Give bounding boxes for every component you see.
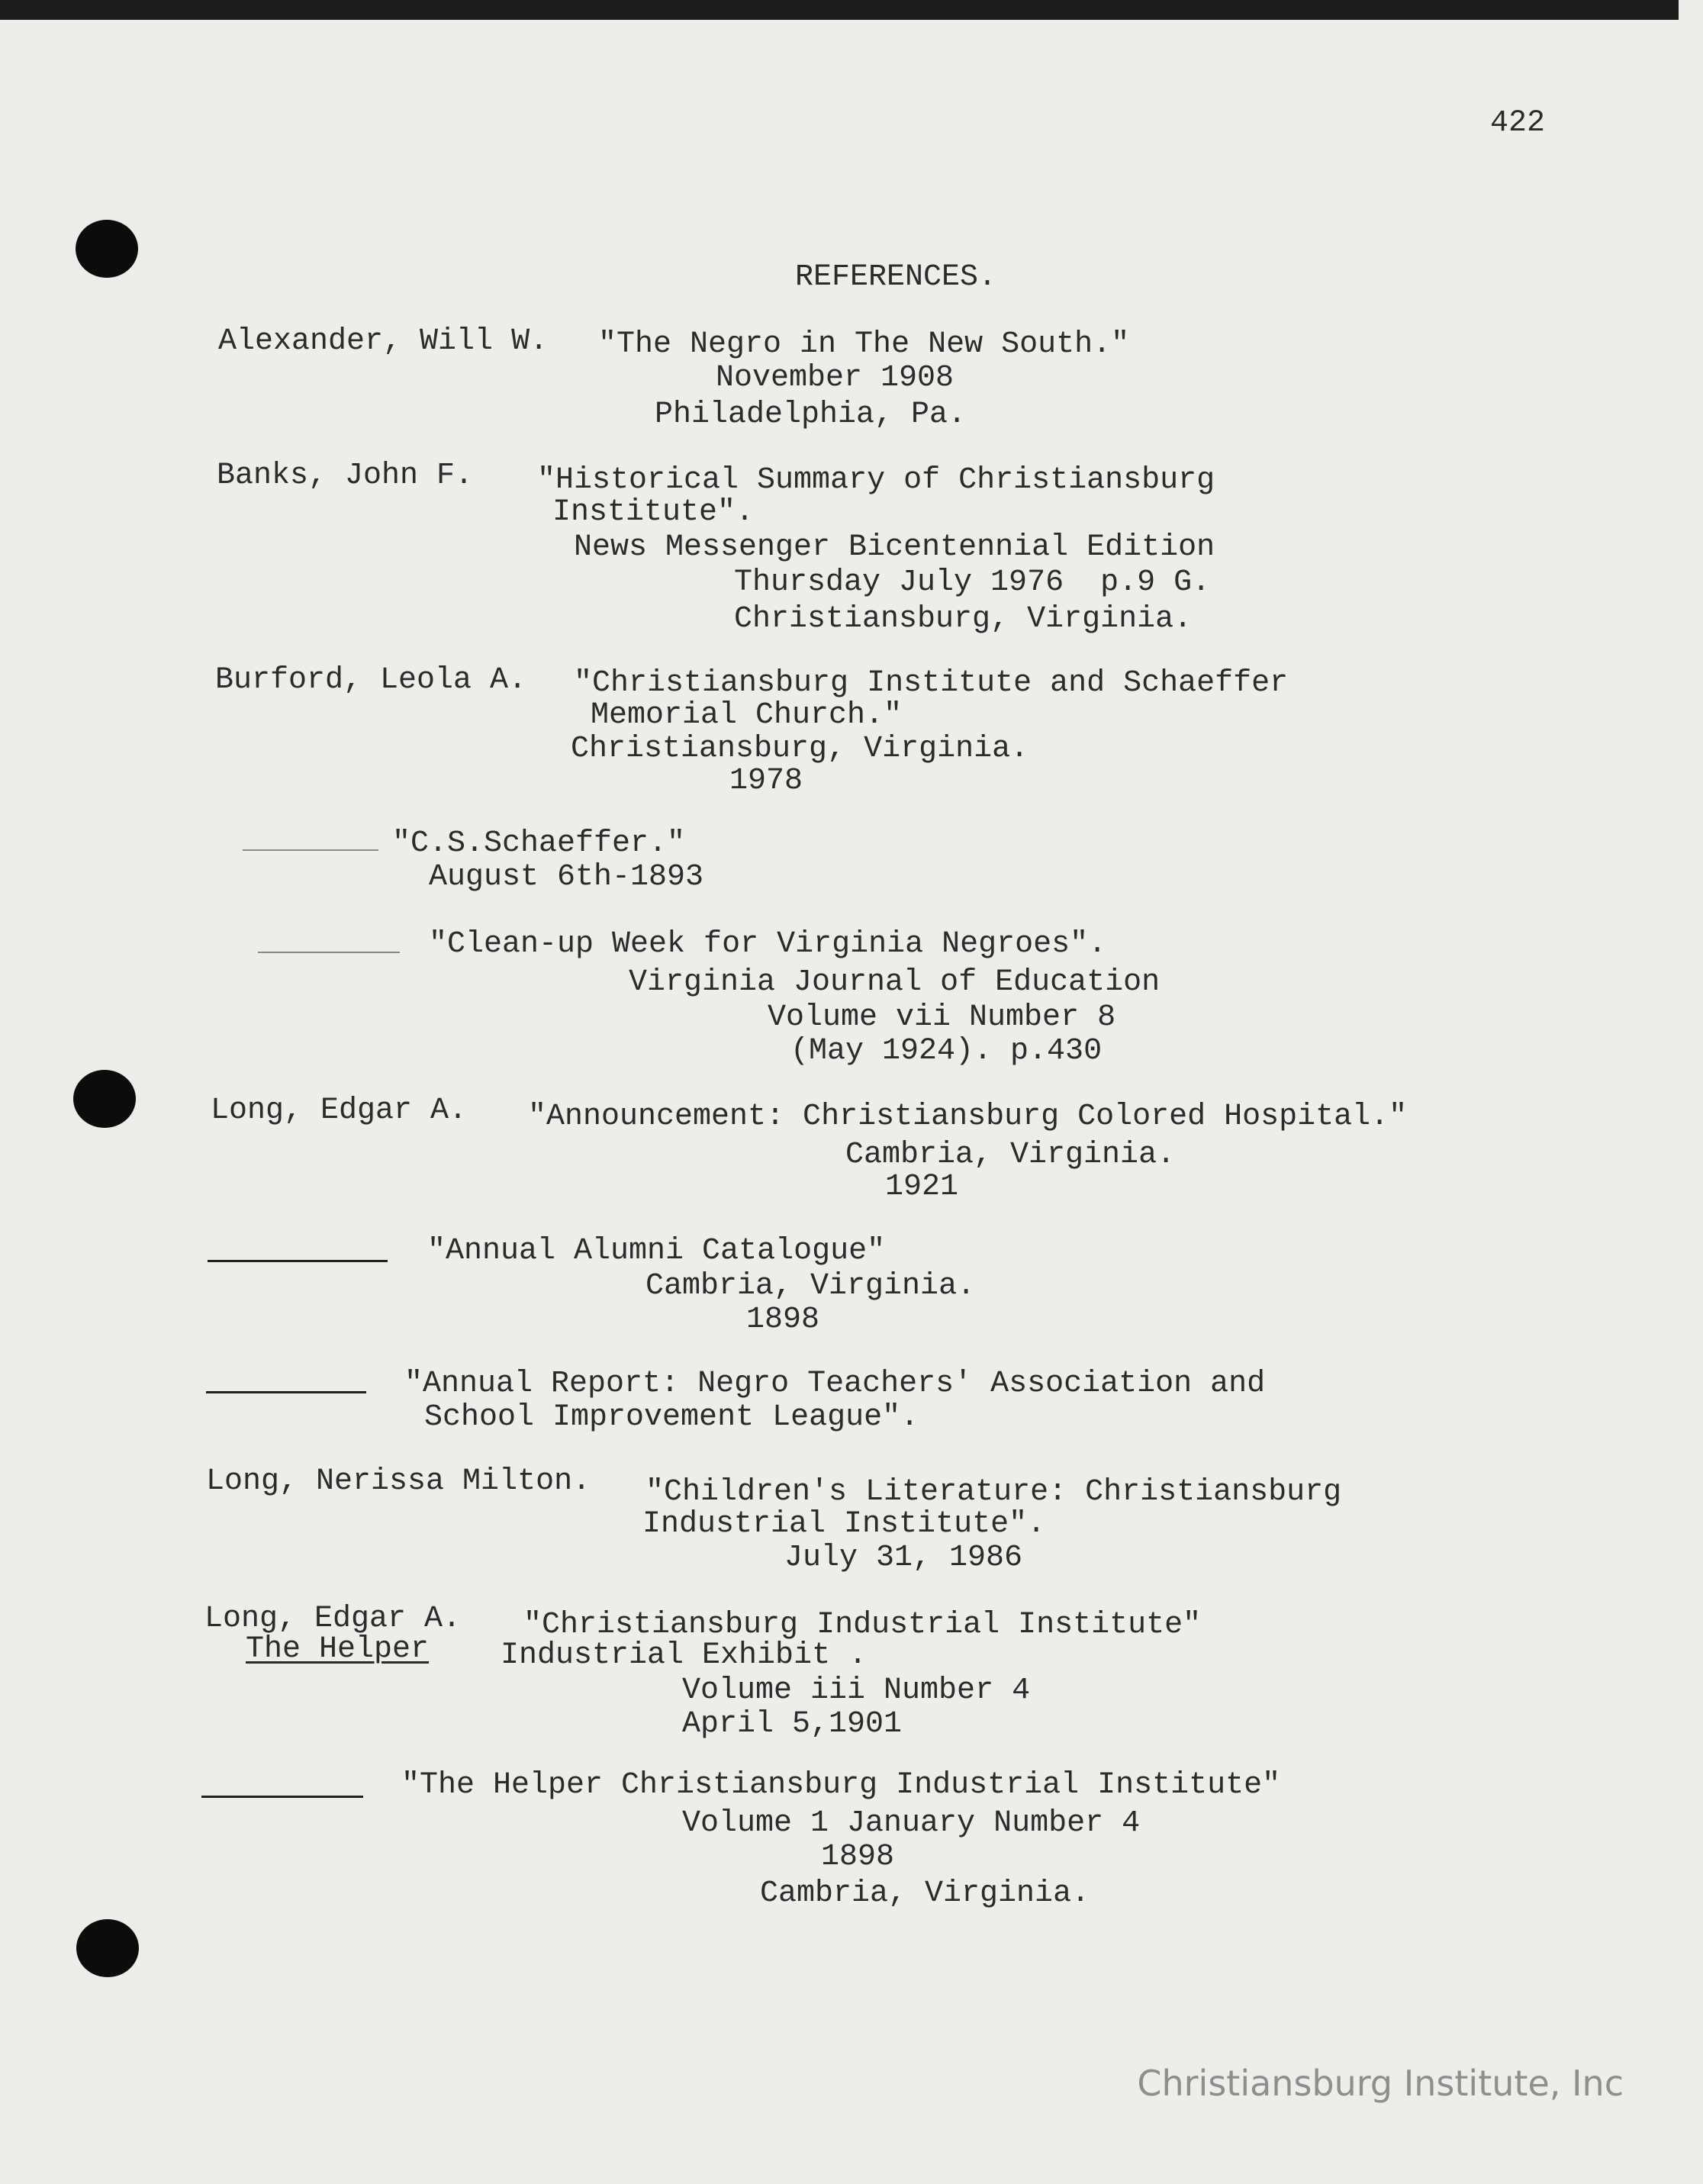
journal: Virginia Journal of Education [629,965,1161,1000]
title-line-2: School Improvement League". [424,1400,919,1435]
ditto-rule [258,952,400,953]
year: 1898 [746,1303,820,1337]
place: Philadelphia, Pa. [655,398,967,432]
title-line-2: Institute". [552,495,755,530]
date: July 31, 1986 [784,1541,1023,1575]
title: "Annual Alumni Catalogue" [427,1234,886,1268]
author: Burford, Leola A. [215,663,527,697]
references-heading: REFERENCES. [795,260,997,295]
title-line-1: "Children's Literature: Christiansburg [645,1475,1342,1509]
publication: News Messenger Bicentennial Edition [574,530,1215,565]
date: November 1908 [716,361,955,395]
title-line-1: "Historical Summary of Christiansburg [537,463,1215,498]
ditto-rule [208,1260,388,1262]
ditto-rule [201,1796,363,1798]
place: Cambria, Virginia. [845,1138,1176,1172]
page-top-edge [0,0,1679,20]
punch-hole-bottom [76,1919,139,1977]
author: Long, Edgar A. [211,1094,468,1128]
title: "Christiansburg Industrial Institute" [523,1608,1202,1642]
date-page: (May 1924). p.430 [790,1034,1103,1068]
title: "Clean-up Week for Virginia Negroes". [429,927,1107,962]
subtitle: Industrial Exhibit . [501,1638,868,1673]
page-number: 422 [1490,106,1546,140]
year: 1978 [729,764,803,798]
volume: Volume iii Number 4 [682,1673,1031,1708]
volume: Volume vii Number 8 [768,1000,1116,1035]
year: 1898 [821,1840,895,1874]
author: Banks, John F. [217,459,474,493]
ditto-rule [243,849,378,851]
date: April 5,1901 [682,1707,903,1741]
punch-hole-middle [73,1070,136,1128]
author: Long, Nerissa Milton. [206,1464,591,1499]
watermark: Christiansburg Institute, Inc [1137,2063,1624,2104]
title: "The Negro in The New South." [598,327,1130,362]
title-line-2: Memorial Church." [591,698,903,733]
author: Alexander, Will W. [218,324,549,359]
volume: Volume 1 January Number 4 [682,1806,1141,1841]
title-line-1: "Annual Report: Negro Teachers' Association and [404,1367,1266,1401]
title-line-2: Industrial Institute". [642,1507,1046,1541]
year: 1921 [885,1170,959,1204]
title: "The Helper Christiansburg Industrial Institute" [401,1768,1281,1802]
ditto-rule [206,1391,366,1393]
author: Long, Edgar A. [204,1602,462,1636]
title: "C.S.Schaeffer." [392,826,686,861]
place: Christiansburg, Virginia. [734,602,1193,636]
place: Cambria, Virginia. [645,1269,976,1303]
title: "Announcement: Christiansburg Colored Hospital." [528,1100,1408,1134]
punch-hole-top [76,220,138,278]
place: Christiansburg, Virginia. [571,732,1029,766]
date: August 6th-1893 [429,860,704,894]
publication: The Helper [246,1632,430,1667]
place: Cambria, Virginia. [760,1876,1090,1911]
date: Thursday July 1976 p.9 G. [734,565,1211,600]
title-line-1: "Christiansburg Institute and Schaeffer [574,666,1289,701]
